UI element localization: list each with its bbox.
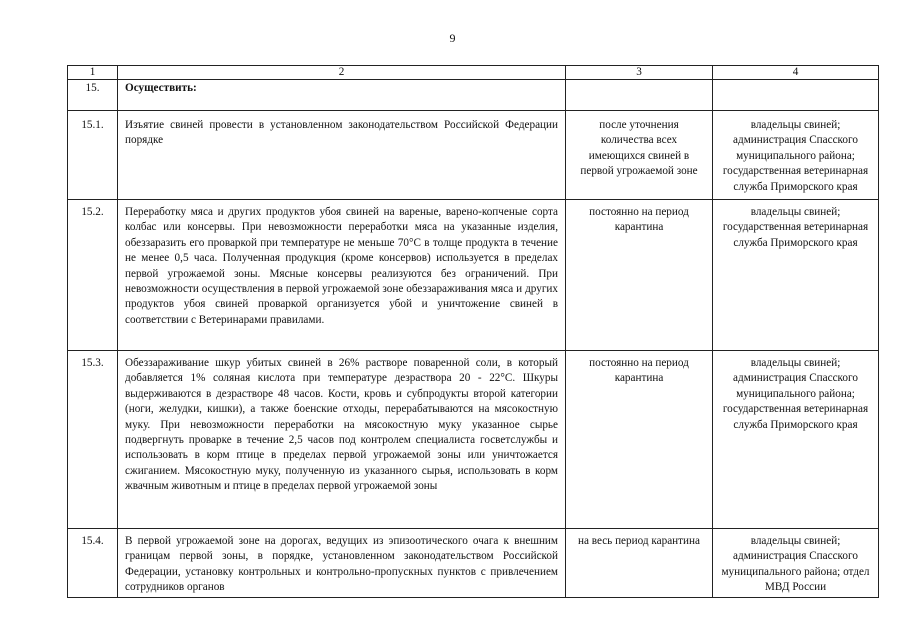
item-number: 15.2. [68,200,118,351]
header-cell-col2: 2 [118,66,566,80]
header-cell-col1: 1 [68,66,118,80]
table-row [68,111,879,200]
header-cell-col4: 4 [713,66,879,80]
item-term: постоянно на период карантина [566,200,713,351]
table-header-row [68,66,879,80]
item-action: Осуществить: [118,80,566,111]
item-action: В первой угрожаемой зоне на дорогах, ведущих из эпизоотического очага к внешним границам первой зоны, в порядке, установленном законодательством Российской Федерации, установку контрольных и контрольно-пропускных пунктов с привлечением сотрудников органов [118,529,566,598]
item-term: на весь период карантина [566,529,713,598]
item-action: Изъятие свиней провести в установленном законодательством Российской Федерации порядке [118,111,566,200]
item-responsible: владельцы свиней; государственная ветеринарная служба Приморского края [713,200,879,351]
item-responsible: владельцы свиней; администрация Спасского муниципального района; отдел МВД России [713,529,879,598]
item-number: 15. [68,80,118,111]
item-action: Переработку мяса и других продуктов убоя свиней на вареные, варено-копченые сорта колбас или консервы. При невозможности переработки мяса на указанные изделия, обеззаразить его проваркой при температуре не меньше 70°С в толще продукта в течение не менее 0,5 часа. Полученная продукция (кроме консервов) используется в пределах первой угрожаемой зоны. Мясные консервы реализуются без ограничений. При невозможности осуществления в первой угрожаемой зоне обеззараживания мяса и других продуктов убоя свиней проваркой организуется убой и уничтожение свиней в соответствии с Ветеринарами правилами. [118,200,566,351]
measures-table [67,65,879,598]
table-row [68,80,879,111]
page-number: 9 [449,31,456,45]
item-number: 15.4. [68,529,118,598]
item-action: Обеззараживание шкур убитых свиней в 26% растворе поваренной соли, в который добавляется 1% соляная кислота при температуре дезраствора 20 - 22°С. Шкуры выдерживаются в дезрастворе 48 часов. Кости, кровь и субпродукты второй категории (ноги, желудки, кишки), а также боенские отходы, перерабатываются на мясокостную муку. При невозможности переработки на мясокостную муку указанное сырье подвергнуть проварке в течение 2,5 часов под контролем специалиста госветслужбы и использовать в корм птице в пределах первой угрожаемой зоны или уничтожается сжиганием. Мясокостную муку, полученную из указанного сырья, использовать в корм жвачным животным и птице в пределах первой угрожаемой зоны [118,351,566,529]
item-term: после уточнения количества всех имеющихся свиней в первой угрожаемой зоне [566,111,713,200]
item-responsible: владельцы свиней; администрация Спасского муниципального района; государственная ветеринарная служба Приморского края [713,111,879,200]
item-responsible: владельцы свиней; администрация Спасского муниципального района; государственная ветеринарная служба Приморского края [713,351,879,529]
table-row [68,200,879,351]
item-number: 15.1. [68,111,118,200]
table-row [68,529,879,598]
item-number: 15.3. [68,351,118,529]
item-responsible [713,80,879,111]
header-cell-col3: 3 [566,66,713,80]
item-term: постоянно на период карантина [566,351,713,529]
table-row [68,351,879,529]
item-term [566,80,713,111]
